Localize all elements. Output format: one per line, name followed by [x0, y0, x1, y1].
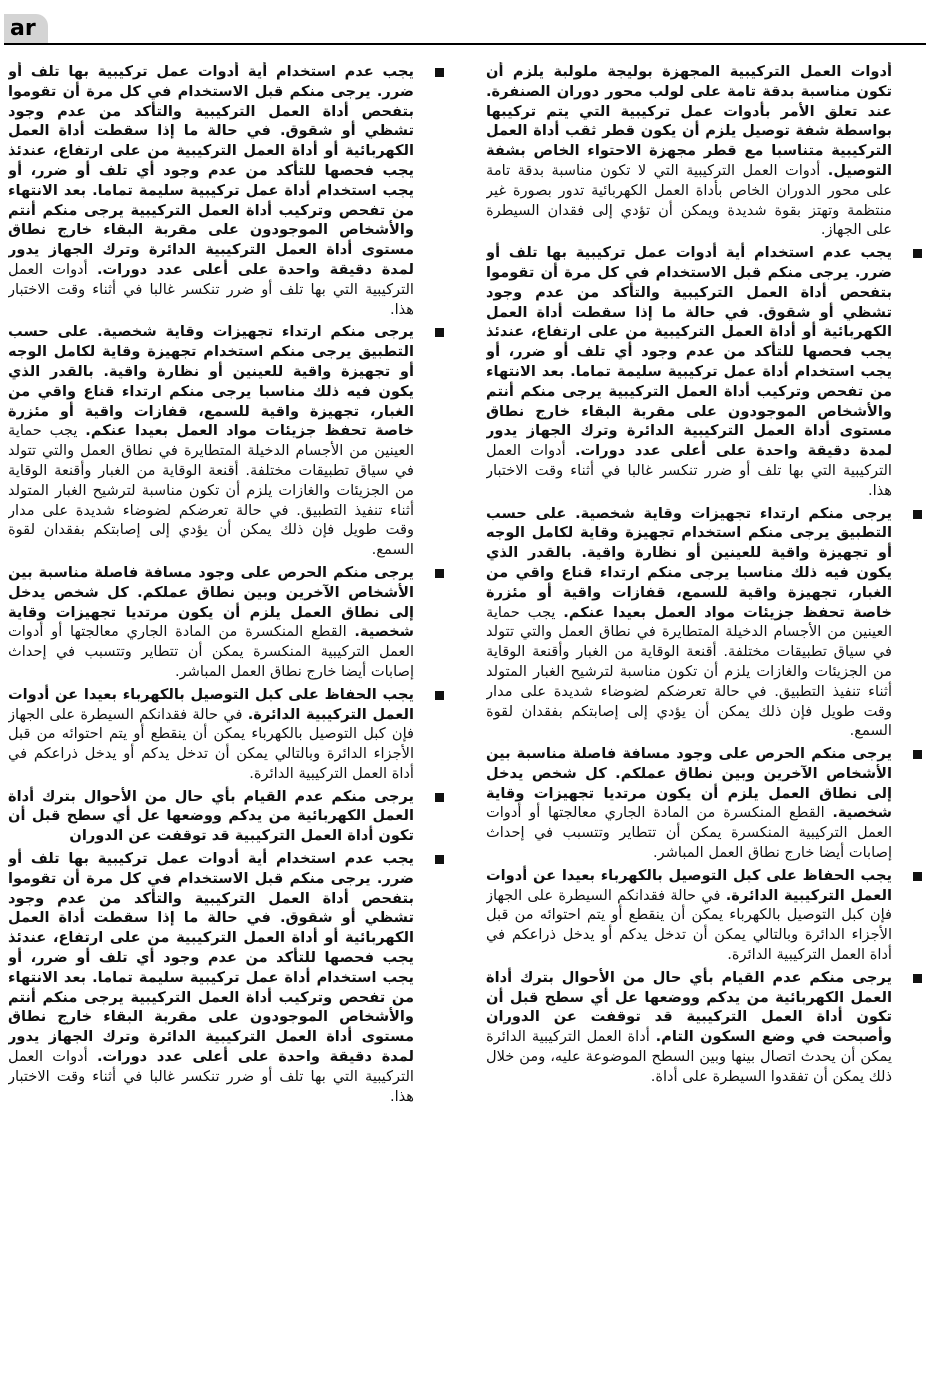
- item-normal-text: أدوات العمل التركيبية التي لا تكون مناسبة بدقة تامة على محور الدوران الخاص بأداة العمل الكهربائية تدور بصورة غير منتظمة وتهتز بقوة شديدة ويمكن أن تؤدي إلى فقدان السيطرة على الجهاز.: [486, 161, 892, 239]
- left-item-5: [8, 849, 448, 1106]
- item-normal-text: في حالة فقدانكم السيطرة على الجهاز فإن كبل التوصيل بالكهرباء يمكن أن ينقطع أو يتم احتوائه من قبل الأجزاء الدائرة وبالتالي يمكن أن تدخل يدكم أو يدخل ذراعكم في أداة العمل التركيبية الدائرة.: [8, 705, 414, 782]
- item-normal-text: يجب حماية العينين من الأجسام الدخيلة المتطايرة في نطاق العمل والتي تتولد في سياق تطبيقات مختلفة. أقنعة الوقاية من الغبار وأقنعة الوقاية من الجزيئات والغازات يلزم أن تكون مناسبة لترشيح الغبار المتولد أثناء تنفيذ التطبيق. في حالة تعرضكم لضوضاء شديدة على مدار وقت طويل فإن ذلك يمكن أن يؤدي إلى إصابتكم بفقدان لقوة السمع.: [8, 422, 414, 559]
- right-item-2: [486, 504, 926, 742]
- item-normal-text: في حالة فقدانكم السيطرة على الجهاز فإن كبل التوصيل بالكهرباء يمكن أن ينقطع أو يتم احتوائه من قبل الأجزاء الدائرة وبالتالي يمكن أن تدخل يدكم أو يدخل ذراعكم في أداة العمل التركيبية الدائرة.: [486, 886, 892, 964]
- bullet-square-icon: [435, 68, 444, 77]
- item-bold-text: أدوات العمل التركيبية المجهزة بوليجة ملولبة يلزم أن تكون مناسبة بدقة تامة على لولب محور دوران الصنفرة. عند تعلق الأمر بأدوات عمل تركيبية التي يتم تركيبها بواسطة شفة توصيل يلزم أن يكون قطر ثقب أداة العمل التركيبية متناسبا مع قطر مجهزة الاحتواء الخاص بشفة التوصيل.: [486, 63, 892, 179]
- item-bold-text: يجب عدم استخدام أية أدوات عمل تركيبية بها تلف أو ضرر. يرجى منكم قبل الاستخدام في كل مرة أن تقوموا بتفحص أداة العمل التركيبية والتأكد من عدم وجود تشظي أو شقوق. في حالة ما إذا سقطت أداة العمل الكهربائية أو أداة العمل التركيبية من على ارتفاع، عندئذ يجب فحصها للتأكد من عدم وجود أي تلف أو ضرر، أو يجب استخدام أداة عمل تركيبية سليمة تماما. بعد الانتهاء من تفحص وتركيب أداة العمل التركيبية يرجى منكم أنتم والأشخاص الموجودون على مقربة البقاء خارج نطاق مستوى أداة العمل التركيبية الدائرة وترك الجهاز يدور لمدة دقيقة واحدة على أعلى عدد دورات.: [8, 63, 414, 278]
- item-bold-text: يرجى منكم ارتداء تجهيزات وقاية شخصية. على حسب التطبيق يرجى منكم استخدام تجهيزة وقاية لكامل الوجه أو تجهيزة واقية للعينين أو نظارة واقية. بالقدر الذي يكون فيه ذلك مناسبا يرجى منكم ارتداء قناع واقي من الغبار، تجهيزة واقية للسمع، قفازات واقية أو مئزرة خاصة تحفظ جزيئات مواد العمل بعيدا عنكم.: [486, 504, 892, 621]
- item-normal-text: القطع المنكسرة من المادة الجاري معالجتها أو أدوات العمل التركيبية المنكسرة يمكن أن تتطاير وتتسبب في إحداث إصابات أيضا خارج نطاق العمل المباشر.: [8, 623, 414, 680]
- bullet-square-icon: [913, 750, 922, 759]
- bullet-square-icon: [435, 793, 444, 802]
- bullet-square-icon: [913, 974, 922, 983]
- item-normal-text: أدوات العمل التركيبية التي بها تلف أو ضرر تنكسر غالبا في أثناء وقت الاختبار هذا.: [486, 442, 892, 499]
- left-item-3: [8, 685, 448, 784]
- header-rule: [4, 43, 926, 45]
- language-tab: ar: [4, 14, 48, 44]
- item-bold-text: يجب الحفاظ على كبل التوصيل بالكهرباء بعيدا عن أدوات العمل التركيبية الدائرة.: [8, 685, 414, 723]
- bullet-square-icon: [913, 249, 922, 258]
- item-bold-text: يرجى منكم ارتداء تجهيزات وقاية شخصية. على حسب التطبيق يرجى منكم استخدام تجهيزة وقاية لكامل الوجه أو تجهيزة واقية للعينين أو نظارة واقية. بالقدر الذي يكون فيه ذلك مناسبا يرجى منكم ارتداء قناع واقي من الغبار، تجهيزة واقية للسمع، قفازات واقية أو مئزرة خاصة تحفظ جزيئات مواد العمل بعيدا عنكم.: [8, 323, 414, 440]
- left-item-2: [8, 563, 448, 682]
- item-bold-text: يجب عدم استخدام أية أدوات عمل تركيبية بها تلف أو ضرر. يرجى منكم قبل الاستخدام في كل مرة أن تقوموا بتفحص أداة العمل التركيبية والتأكد من عدم وجود تشظي أو شقوق. في حالة ما إذا سقطت أداة العمل الكهربائية أو أداة العمل التركيبية من على ارتفاع، عندئذ يجب فحصها للتأكد من عدم وجود أي تلف أو ضرر، أو يجب استخدام أداة عمل تركيبية سليمة تماما. بعد الانتهاء من تفحص وتركيب أداة العمل التركيبية يرجى منكم أنتم والأشخاص الموجودون على مقربة البقاء خارج نطاق مستوى أداة العمل التركيبية الدائرة وترك الجهاز يدور لمدة دقيقة واحدة على أعلى عدد دورات.: [486, 244, 892, 460]
- item-bold-text: يرجى منكم الحرص على وجود مسافة فاصلة مناسبة بين الأشخاص الآخرين وبين نطاق عملكم. كل شخص يدخل إلى نطاق العمل يلزم أن يكون مرتديا تجهيزات وقاية شخصية.: [486, 745, 892, 822]
- right-item-0: [486, 62, 926, 240]
- right-item-5: [486, 968, 926, 1087]
- item-normal-text: يجب حماية العينين من الأجسام الدخيلة المتطايرة في نطاق العمل والتي تتولد في سياق تطبيقات مختلفة. أقنعة الوقاية من الغبار وأقنعة الوقاية من الجزيئات والغازات يلزم أن تكون مناسبة لترشيح الغبار المتولد أثناء تنفيذ التطبيق. في حالة تعرضكم لضوضاء شديدة على مدار وقت طويل فإن ذلك يمكن أن يؤدي إلى إصابتكم بفقدان لقوة السمع.: [486, 603, 892, 740]
- right-item-1: [486, 243, 926, 500]
- bullet-square-icon: [435, 328, 444, 337]
- item-normal-text: أدوات العمل التركيبية التي بها تلف أو ضرر تنكسر غالبا في أثناء وقت الاختبار هذا.: [8, 260, 414, 318]
- bullet-square-icon: [435, 855, 444, 864]
- bullet-square-icon: [435, 569, 444, 578]
- column-left: [8, 62, 448, 1372]
- item-bold-text: يرجى منكم الحرص على وجود مسافة فاصلة مناسبة بين الأشخاص الآخرين وبين نطاق عملكم. كل شخص يدخل إلى نطاق العمل يلزم أن يكون مرتديا تجهيزات وقاية شخصية.: [8, 563, 414, 641]
- bullet-square-icon: [913, 872, 922, 881]
- item-normal-text: أداة العمل التركيبية الدائرة يمكن أن يحدث اتصال بينها وبين السطح الموضوعة عليه، ومن خلال ذلك يمكن أن تفقدوا السيطرة على أداة.: [486, 1028, 892, 1085]
- column-right: [486, 62, 926, 1372]
- item-bold-text: يجب الحفاظ على كبل التوصيل بالكهرباء بعيدا عن أدوات العمل التركيبية الدائرة.: [486, 866, 892, 904]
- item-bold-text: يرجى منكم عدم القيام بأي حال من الأحوال بترك أداة العمل الكهربائية من يدكم ووضعها عل أي سطح قبل أن تكون أداة العمل التركيبية قد توقفت عن الدوران وأصبحت في وضع السكون التام.: [486, 968, 892, 1046]
- left-item-4: [8, 787, 448, 846]
- bullet-square-icon: [435, 691, 444, 700]
- right-item-3: [486, 744, 926, 863]
- item-normal-text: أدوات العمل التركيبية التي بها تلف أو ضرر تنكسر غالبا في أثناء وقت الاختبار هذا.: [8, 1048, 414, 1105]
- right-item-4: [486, 866, 926, 965]
- item-normal-text: القطع المنكسرة من المادة الجاري معالجتها أو أدوات العمل التركيبية المنكسرة يمكن أن تتطاير وتتسبب في إحداث إصابات أيضا خارج نطاق العمل المباشر.: [486, 804, 892, 862]
- bullet-square-icon: [913, 510, 922, 519]
- item-bold-text: يرجى منكم عدم القيام بأي حال من الأحوال بترك أداة العمل الكهربائية من يدكم ووضعها عل أي سطح قبل أن تكون أداة العمل التركيبية قد توقفت عن الدوران: [8, 787, 414, 845]
- item-bold-text: يجب عدم استخدام أية أدوات عمل تركيبية بها تلف أو ضرر. يرجى منكم قبل الاستخدام في كل مرة أن تقوموا بتفحص أداة العمل التركيبية والتأكد من عدم وجود تشظي أو شقوق. في حالة ما إذا سقطت أداة العمل الكهربائية أو أداة العمل التركيبية من على ارتفاع، عندئذ يجب فحصها للتأكد من عدم وجود أي تلف أو ضرر، أو يجب استخدام أداة عمل تركيبية سليمة تماما. بعد الانتهاء من تفحص وتركيب أداة العمل التركيبية يرجى منكم أنتم والأشخاص الموجودون على مقربة البقاء خارج نطاق مستوى أداة العمل التركيبية الدائرة وترك الجهاز يدور لمدة دقيقة واحدة على أعلى عدد دورات.: [8, 850, 414, 1066]
- left-item-0: [8, 62, 448, 319]
- left-item-1: [8, 322, 448, 560]
